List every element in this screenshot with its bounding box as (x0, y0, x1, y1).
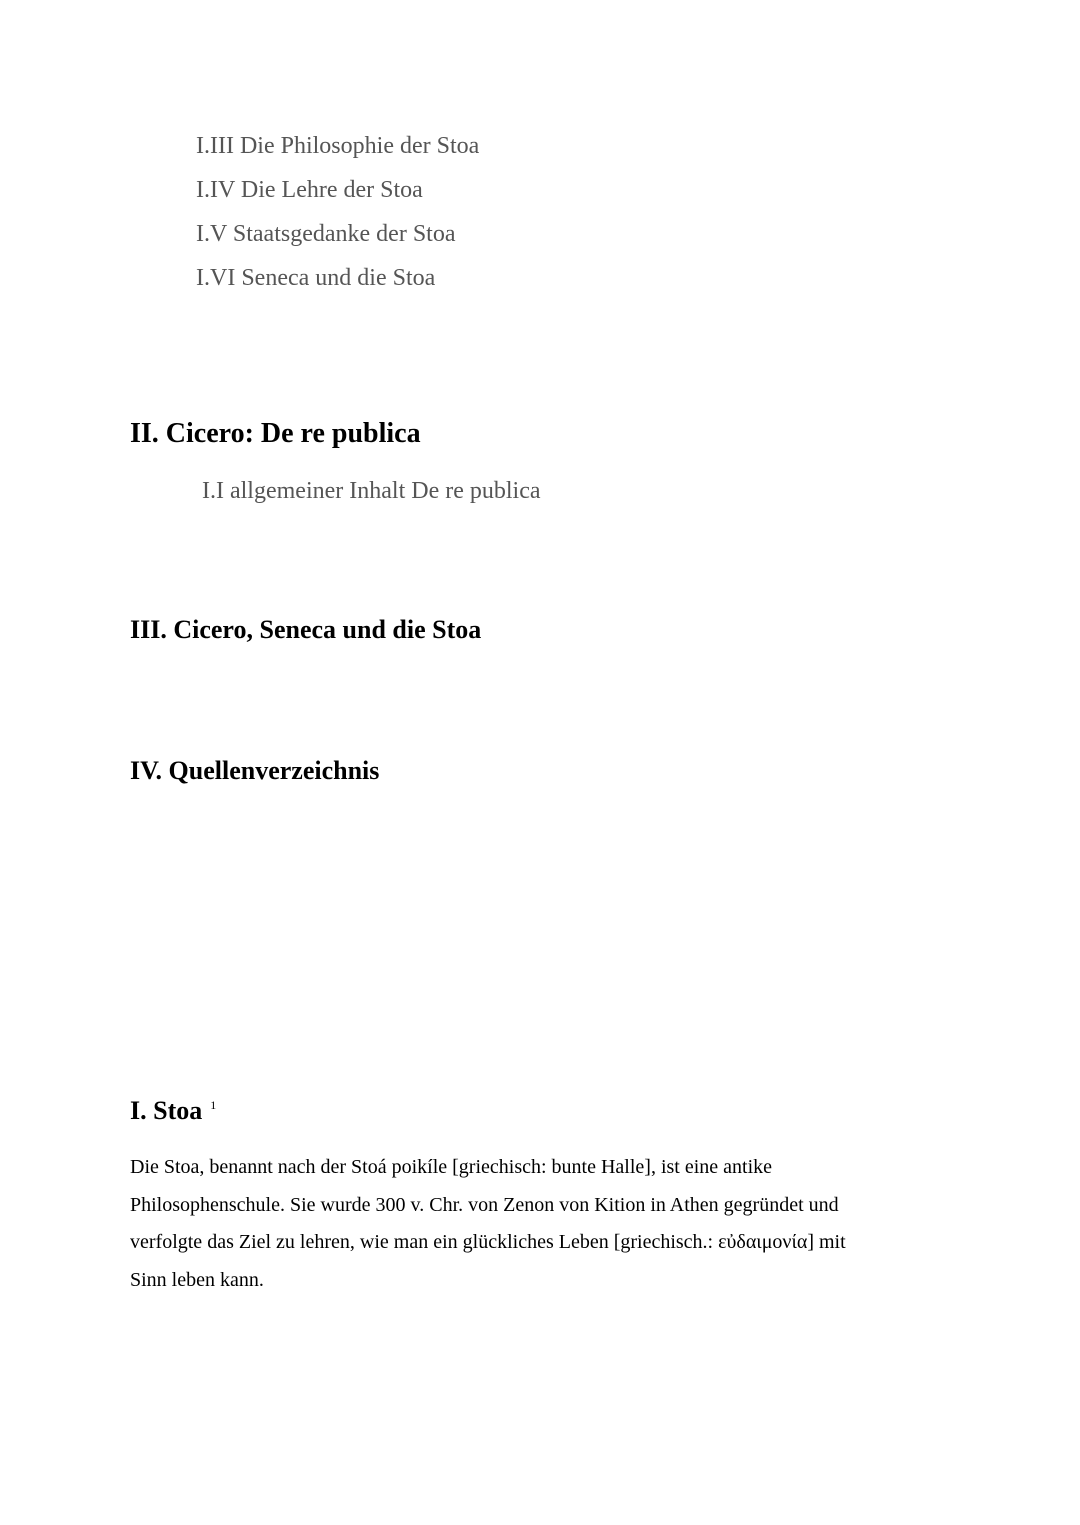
paragraph-line: Die Stoa, benannt nach der Stoá poikíle [griechisch: bunte Halle], ist eine antike (130, 1156, 773, 1178)
chapter-title: I. Stoa (130, 1096, 203, 1125)
toc-item-stoa-philosophy: I.III Die Philosophie der Stoa (196, 133, 480, 159)
footnote-marker: 1 (210, 1098, 217, 1113)
chapter-heading-stoa (130, 1098, 216, 1124)
paragraph-line: verfolgte das Ziel zu lehren, wie man ein glückliches Leben [griechisch.: εὐδαιμονία] mit (130, 1231, 846, 1253)
toc-heading-cicero-seneca-stoa: III. Cicero, Seneca und die Stoa (130, 615, 482, 644)
toc-heading-cicero-de-re-publica: II. Cicero: De re publica (130, 418, 421, 449)
paragraph-line: Sinn leben kann. (130, 1269, 264, 1291)
toc-item-general-content: I.I allgemeiner Inhalt De re publica (202, 478, 541, 504)
paragraph-line: Philosophenschule. Sie wurde 300 v. Chr. von Zenon von Kition in Athen gegründet und (130, 1194, 839, 1216)
toc-item-stoa-state-concept: I.V Staatsgedanke der Stoa (196, 221, 456, 247)
toc-item-stoa-teaching: I.IV Die Lehre der Stoa (196, 177, 423, 203)
toc-item-seneca-stoa: I.VI Seneca und die Stoa (196, 265, 436, 291)
toc-heading-sources: IV. Quellenverzeichnis (130, 756, 380, 785)
